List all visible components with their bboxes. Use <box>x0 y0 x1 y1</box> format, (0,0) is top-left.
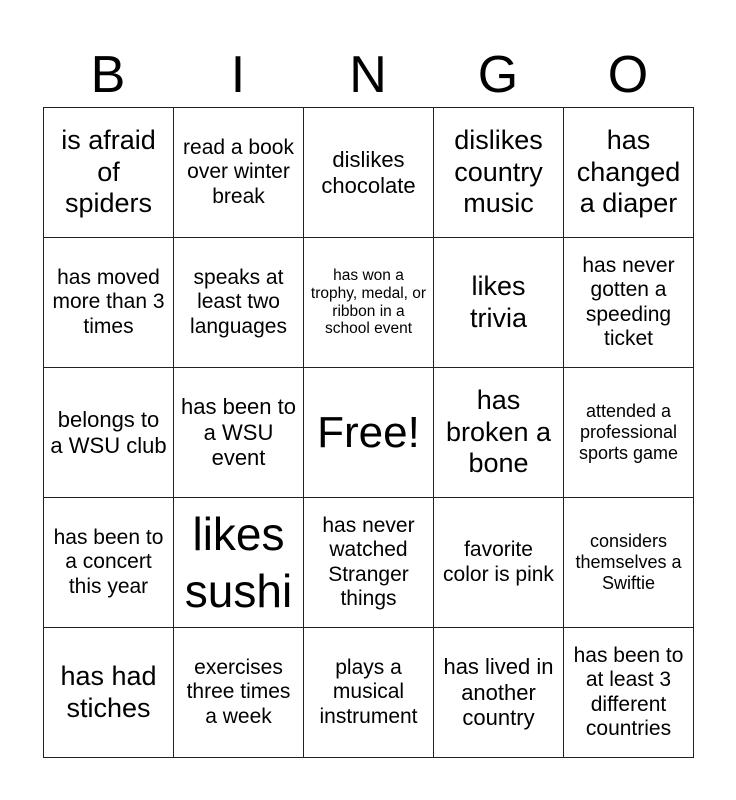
bingo-cell[interactable]: is afraid of spiders <box>44 108 174 238</box>
bingo-cell[interactable]: has changed a diaper <box>564 108 694 238</box>
bingo-cell[interactable]: has lived in another country <box>434 628 564 758</box>
bingo-cell[interactable]: has had stiches <box>44 628 174 758</box>
bingo-cell[interactable]: has broken a bone <box>434 368 564 498</box>
bingo-cell[interactable]: has been to at least 3 different countries <box>564 628 694 758</box>
bingo-cell[interactable]: exercises three times a week <box>174 628 304 758</box>
bingo-cell[interactable]: belongs to a WSU club <box>44 368 174 498</box>
bingo-cell[interactable]: has never watched Stranger things <box>304 498 434 628</box>
bingo-cell[interactable]: speaks at least two languages <box>174 238 304 368</box>
bingo-cell[interactable]: likes sushi <box>174 498 304 628</box>
bingo-header <box>43 44 693 106</box>
bingo-cell[interactable]: likes trivia <box>434 238 564 368</box>
bingo-cell[interactable]: has moved more than 3 times <box>44 238 174 368</box>
bingo-cell[interactable]: dislikes chocolate <box>304 108 434 238</box>
bingo-cell[interactable]: attended a professional sports game <box>564 368 694 498</box>
bingo-cell[interactable]: read a book over winter break <box>174 108 304 238</box>
header-letter-o: O <box>607 46 649 104</box>
bingo-cell[interactable]: has never gotten a speeding ticket <box>564 238 694 368</box>
header-letter-n: N <box>349 46 387 104</box>
free-space[interactable]: Free! <box>304 368 434 498</box>
bingo-cell[interactable]: considers themselves a Swiftie <box>564 498 694 628</box>
bingo-board <box>43 107 694 758</box>
header-letter-g: G <box>477 46 519 104</box>
header-letter-b: B <box>90 46 126 104</box>
header-letter-i: I <box>230 46 246 104</box>
bingo-cell[interactable]: has won a trophy, medal, or ribbon in a school event <box>304 238 434 368</box>
bingo-cell[interactable]: favorite color is pink <box>434 498 564 628</box>
bingo-cell[interactable]: plays a musical instrument <box>304 628 434 758</box>
bingo-cell[interactable]: has been to a WSU event <box>174 368 304 498</box>
bingo-cell[interactable]: has been to a concert this year <box>44 498 174 628</box>
bingo-cell[interactable]: dislikes country music <box>434 108 564 238</box>
